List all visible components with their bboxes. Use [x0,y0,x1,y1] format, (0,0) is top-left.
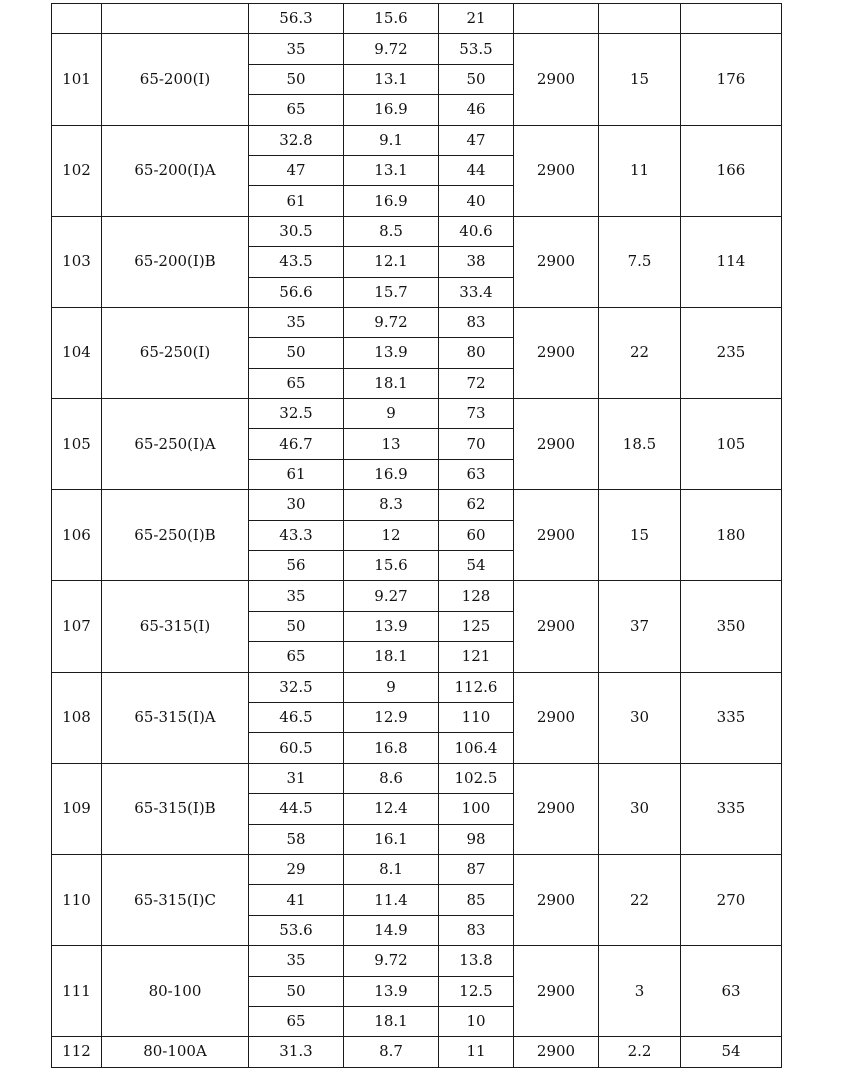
cell-head: 110 [439,702,514,732]
cell-power [599,4,681,34]
cell-head: 83 [439,307,514,337]
cell-weight: 335 [681,672,782,763]
cell-weight: 180 [681,490,782,581]
cell-flow: 29 [249,854,344,884]
pump-spec-table [51,3,782,1068]
cell-flow: 47 [249,155,344,185]
cell-velocity: 18.1 [344,368,439,398]
cell-head: 70 [439,429,514,459]
cell-velocity: 8.1 [344,854,439,884]
cell-flow: 31 [249,763,344,793]
cell-velocity: 9 [344,399,439,429]
cell-power: 18.5 [599,399,681,490]
cell-velocity: 16.9 [344,95,439,125]
cell-speed: 2900 [514,854,599,945]
cell-speed: 2900 [514,946,599,1037]
cell-weight: 270 [681,854,782,945]
cell-velocity: 15.6 [344,4,439,34]
cell-flow: 65 [249,1006,344,1036]
cell-model: 65-200(I) [102,34,249,125]
cell-flow: 32.5 [249,399,344,429]
cell-velocity: 9.72 [344,307,439,337]
cell-head: 98 [439,824,514,854]
cell-head: 85 [439,885,514,915]
cell-head: 80 [439,338,514,368]
cell-velocity: 8.3 [344,490,439,520]
cell-head: 44 [439,155,514,185]
cell-head: 11 [439,1037,514,1067]
cell-power: 37 [599,581,681,672]
cell-flow: 56 [249,551,344,581]
cell-no: 108 [52,672,102,763]
cell-no: 112 [52,1037,102,1067]
cell-flow: 53.6 [249,915,344,945]
cell-velocity: 15.6 [344,551,439,581]
cell-model: 65-315(I) [102,581,249,672]
cell-head: 102.5 [439,763,514,793]
cell-power: 30 [599,763,681,854]
table-body [52,4,782,1068]
cell-speed [514,4,599,34]
cell-no: 104 [52,307,102,398]
cell-flow: 60.5 [249,733,344,763]
cell-weight [681,4,782,34]
cell-head: 54 [439,551,514,581]
table-row [52,125,782,155]
cell-flow: 41 [249,885,344,915]
cell-weight: 54 [681,1037,782,1067]
cell-head: 50 [439,64,514,94]
cell-head: 13.8 [439,946,514,976]
table-row [52,854,782,884]
table-row [52,672,782,702]
cell-weight: 63 [681,946,782,1037]
cell-velocity: 16.8 [344,733,439,763]
cell-velocity: 13.1 [344,155,439,185]
cell-model: 65-200(I)B [102,216,249,307]
cell-model: 65-315(I)C [102,854,249,945]
cell-speed: 2900 [514,399,599,490]
cell-velocity: 9.1 [344,125,439,155]
cell-velocity: 15.7 [344,277,439,307]
cell-flow: 46.7 [249,429,344,459]
cell-head: 62 [439,490,514,520]
cell-weight: 114 [681,216,782,307]
table-row [52,490,782,520]
cell-flow: 58 [249,824,344,854]
cell-no: 107 [52,581,102,672]
table-row [52,307,782,337]
cell-model: 65-315(I)A [102,672,249,763]
cell-power: 11 [599,125,681,216]
cell-head: 38 [439,247,514,277]
cell-no: 103 [52,216,102,307]
cell-velocity: 16.1 [344,824,439,854]
cell-no [52,4,102,34]
cell-velocity: 9.72 [344,34,439,64]
cell-velocity: 13.9 [344,611,439,641]
cell-flow: 35 [249,307,344,337]
cell-model: 65-250(I)A [102,399,249,490]
cell-head: 128 [439,581,514,611]
cell-head: 21 [439,4,514,34]
cell-flow: 61 [249,186,344,216]
cell-model: 65-315(I)B [102,763,249,854]
cell-weight: 105 [681,399,782,490]
cell-model: 80-100 [102,946,249,1037]
cell-head: 10 [439,1006,514,1036]
cell-velocity: 11.4 [344,885,439,915]
cell-velocity: 13.1 [344,64,439,94]
cell-velocity: 13 [344,429,439,459]
cell-speed: 2900 [514,1037,599,1067]
cell-velocity: 13.9 [344,338,439,368]
table-row [52,581,782,611]
cell-weight: 350 [681,581,782,672]
cell-velocity: 12.4 [344,794,439,824]
cell-velocity: 8.6 [344,763,439,793]
cell-head: 63 [439,459,514,489]
cell-no: 102 [52,125,102,216]
cell-speed: 2900 [514,307,599,398]
cell-no: 106 [52,490,102,581]
cell-flow: 50 [249,611,344,641]
cell-flow: 30 [249,490,344,520]
cell-no: 101 [52,34,102,125]
cell-flow: 65 [249,368,344,398]
cell-head: 47 [439,125,514,155]
cell-no: 109 [52,763,102,854]
cell-flow: 50 [249,338,344,368]
cell-flow: 50 [249,64,344,94]
cell-velocity: 14.9 [344,915,439,945]
cell-flow: 43.3 [249,520,344,550]
cell-speed: 2900 [514,581,599,672]
cell-speed: 2900 [514,672,599,763]
cell-flow: 30.5 [249,216,344,246]
table-row [52,763,782,793]
cell-head: 100 [439,794,514,824]
cell-head: 40 [439,186,514,216]
cell-flow: 32.5 [249,672,344,702]
cell-velocity: 16.9 [344,459,439,489]
table-row [52,34,782,64]
cell-no: 110 [52,854,102,945]
cell-flow: 32.8 [249,125,344,155]
cell-flow: 56.6 [249,277,344,307]
cell-head: 72 [439,368,514,398]
table-row [52,216,782,246]
cell-velocity: 12.9 [344,702,439,732]
cell-weight: 166 [681,125,782,216]
cell-power: 22 [599,307,681,398]
cell-speed: 2900 [514,763,599,854]
cell-flow: 35 [249,34,344,64]
cell-flow: 61 [249,459,344,489]
cell-velocity: 8.7 [344,1037,439,1067]
cell-speed: 2900 [514,490,599,581]
cell-model: 65-250(I)B [102,490,249,581]
cell-head: 12.5 [439,976,514,1006]
cell-head: 46 [439,95,514,125]
cell-flow: 46.5 [249,702,344,732]
cell-speed: 2900 [514,34,599,125]
cell-speed: 2900 [514,125,599,216]
table-row-continued [52,4,782,34]
cell-flow: 44.5 [249,794,344,824]
cell-power: 3 [599,946,681,1037]
cell-flow: 31.3 [249,1037,344,1067]
cell-power: 30 [599,672,681,763]
cell-head: 87 [439,854,514,884]
cell-head: 53.5 [439,34,514,64]
cell-weight: 335 [681,763,782,854]
cell-flow: 35 [249,946,344,976]
cell-head: 83 [439,915,514,945]
cell-velocity: 9.27 [344,581,439,611]
cell-flow: 43.5 [249,247,344,277]
cell-head: 60 [439,520,514,550]
cell-model: 65-250(I) [102,307,249,398]
cell-flow: 35 [249,581,344,611]
cell-flow: 56.3 [249,4,344,34]
table-row [52,399,782,429]
cell-velocity: 9.72 [344,946,439,976]
cell-velocity: 8.5 [344,216,439,246]
cell-velocity: 12.1 [344,247,439,277]
cell-model: 80-100A [102,1037,249,1067]
cell-head: 121 [439,642,514,672]
cell-model [102,4,249,34]
cell-model: 65-200(I)A [102,125,249,216]
cell-velocity: 16.9 [344,186,439,216]
cell-flow: 65 [249,642,344,672]
cell-power: 22 [599,854,681,945]
cell-velocity: 18.1 [344,642,439,672]
cell-velocity: 9 [344,672,439,702]
cell-weight: 235 [681,307,782,398]
table-row [52,946,782,976]
cell-velocity: 13.9 [344,976,439,1006]
table-row [52,1037,782,1067]
cell-power: 7.5 [599,216,681,307]
cell-flow: 50 [249,976,344,1006]
cell-flow: 65 [249,95,344,125]
cell-power: 15 [599,34,681,125]
cell-power: 15 [599,490,681,581]
cell-head: 125 [439,611,514,641]
cell-power: 2.2 [599,1037,681,1067]
cell-speed: 2900 [514,216,599,307]
cell-velocity: 12 [344,520,439,550]
cell-head: 73 [439,399,514,429]
cell-head: 40.6 [439,216,514,246]
cell-head: 33.4 [439,277,514,307]
cell-velocity: 18.1 [344,1006,439,1036]
cell-head: 112.6 [439,672,514,702]
cell-weight: 176 [681,34,782,125]
cell-no: 111 [52,946,102,1037]
cell-no: 105 [52,399,102,490]
cell-head: 106.4 [439,733,514,763]
